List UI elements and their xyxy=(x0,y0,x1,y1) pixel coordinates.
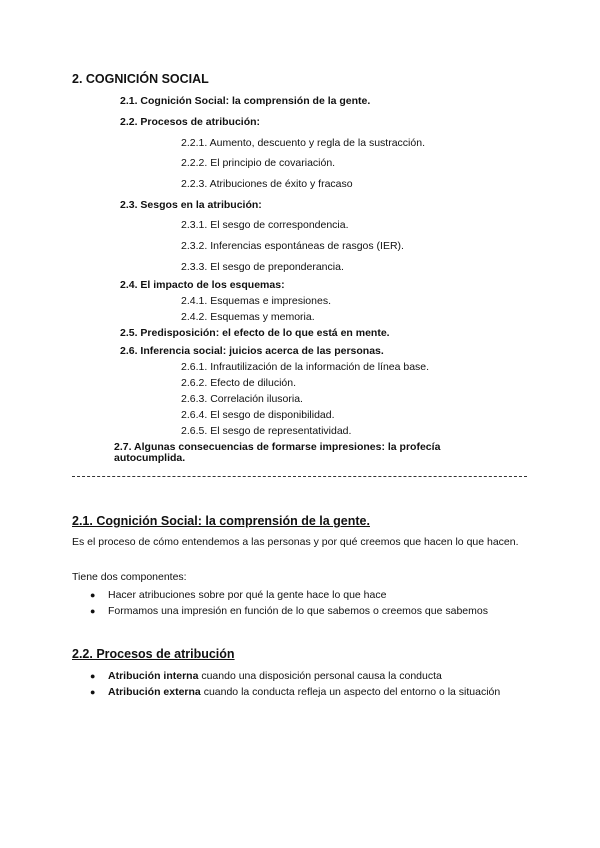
toc-item-2-3-1: 2.3.1. El sesgo de correspondencia. xyxy=(181,219,349,231)
toc-item-2-2-2: 2.2.2. El principio de covariación. xyxy=(181,157,336,169)
bullet-icon: ● xyxy=(90,590,96,600)
toc-item-2-3-2: 2.3.2. Inferencias espontáneas de rasgos (IER). xyxy=(181,240,404,252)
toc-item-2-4: 2.4. El impacto de los esquemas: xyxy=(120,279,285,291)
toc-item-2-3-3: 2.3.3. El sesgo de preponderancia. xyxy=(181,261,344,273)
toc-item-2-4-1: 2.4.1. Esquemas e impresiones. xyxy=(181,295,331,307)
toc-item-2-2-3: 2.2.3. Atribuciones de éxito y fracaso xyxy=(181,178,353,190)
toc-item-2-5: 2.5. Predisposición: el efecto de lo que está en mente. xyxy=(120,327,390,339)
dashed-divider xyxy=(72,476,527,477)
toc-item-2-1: 2.1. Cognición Social: la comprensión de la gente. xyxy=(120,95,371,107)
section-2-1-components-label: Tiene dos componentes: xyxy=(72,571,187,583)
bullet-icon: ● xyxy=(90,606,96,616)
section-2-1-title: 2.1. Cognición Social: la comprensión de la gente. xyxy=(72,514,370,528)
external-attribution-definition: cuando la conducta refleja un aspecto del entorno o la situación xyxy=(200,686,501,698)
term-external-attribution: Atribución externa xyxy=(108,686,201,698)
toc-item-2-2-1: 2.2.1. Aumento, descuento y regla de la sustracción. xyxy=(181,137,425,149)
toc-item-2-4-2: 2.4.2. Esquemas y memoria. xyxy=(181,311,315,323)
section-2-1-bullet-2: Formamos una impresión en función de lo que sabemos o creemos que sabemos xyxy=(108,605,488,617)
section-2-2-title: 2.2. Procesos de atribución xyxy=(72,647,235,661)
toc-item-2-6-3: 2.6.3. Correlación ilusoria. xyxy=(181,393,303,405)
toc-item-2-7-line1: 2.7. Algunas consecuencias de formarse impresiones: la profecía xyxy=(114,441,441,453)
toc-item-2-6-1: 2.6.1. Infrautilización de la información de línea base. xyxy=(181,361,430,373)
section-2-2-bullet-1 xyxy=(108,670,442,682)
term-internal-attribution: Atribución interna xyxy=(108,670,199,682)
toc-item-2-6: 2.6. Inferencia social: juicios acerca de las personas. xyxy=(120,345,384,357)
toc-item-2-3: 2.3. Sesgos en la atribución: xyxy=(120,199,262,211)
toc-item-2-6-5: 2.6.5. El sesgo de representatividad. xyxy=(181,425,352,437)
bullet-icon: ● xyxy=(90,687,96,697)
internal-attribution-definition: cuando una disposición personal causa la conducta xyxy=(198,670,442,682)
toc-item-2-6-4: 2.6.4. El sesgo de disponibilidad. xyxy=(181,409,335,421)
toc-item-2-2: 2.2. Procesos de atribución: xyxy=(120,116,261,128)
section-2-1-bullet-1: Hacer atribuciones sobre por qué la gente hace lo que hace xyxy=(108,589,387,601)
toc-item-2-6-2: 2.6.2. Efecto de dilución. xyxy=(181,377,296,389)
toc-item-2-7-line2: autocumplida. xyxy=(114,452,186,464)
bullet-icon: ● xyxy=(90,671,96,681)
section-2-2-bullet-2 xyxy=(108,686,500,698)
section-2-1-paragraph: Es el proceso de cómo entendemos a las personas y por qué creemos que hacen lo que hacen. xyxy=(72,536,519,548)
toc-heading: 2. COGNICIÓN SOCIAL xyxy=(72,72,209,86)
